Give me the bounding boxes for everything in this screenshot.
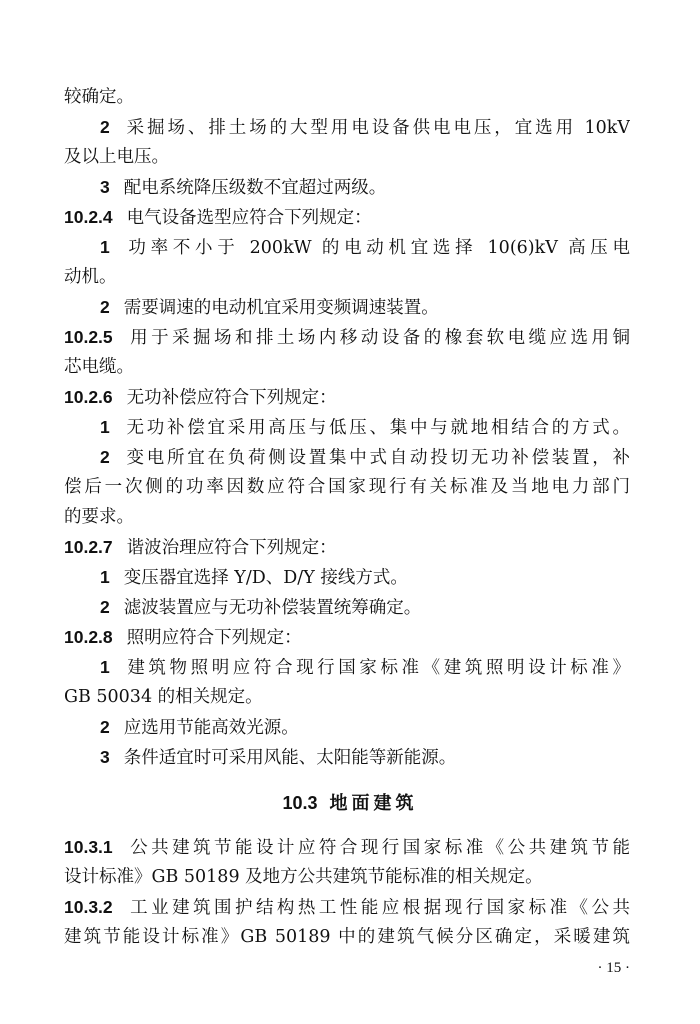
line-text: 变压器宜选择 Y/D、D/Y 接线方式。 <box>123 568 408 588</box>
line-text: 配电系统降压级数不宜超过两级。 <box>123 178 387 198</box>
paragraph-line <box>64 682 630 712</box>
line-text: 用于采掘场和排土场内移动设备的橡套软电缆应选用铜 <box>126 328 630 348</box>
list-item <box>100 742 630 772</box>
paragraph-line <box>64 262 630 292</box>
line-text: 条件适宜时可采用风能、太阳能等新能源。 <box>123 748 457 768</box>
item-number: 3 <box>100 177 110 197</box>
list-item <box>100 172 630 202</box>
clause-heading <box>64 622 630 652</box>
section-number: 10.3 <box>282 793 318 813</box>
line-text: 偿后一次侧的功率因数应符合国家现行有关标准及当地电力部门 <box>64 477 630 497</box>
clause-heading <box>64 832 630 862</box>
clause-number: 10.2.8 <box>64 627 113 647</box>
clause-number: 10.2.4 <box>64 207 113 227</box>
line-text: 设计标准》GB 50189 及地方公共建筑节能标准的相关规定。 <box>64 867 543 887</box>
line-text: 功率不小于 200kW 的电动机宜选择 10(6)kV 高压电 <box>123 238 630 258</box>
line-text: 建筑物照明应符合现行国家标准《建筑照明设计标准》 <box>123 658 630 678</box>
clause-number: 10.2.6 <box>64 387 113 407</box>
list-item <box>100 712 630 742</box>
line-text: 无功补偿应符合下列规定： <box>126 388 337 408</box>
page-number: · 15 · <box>597 960 630 976</box>
item-number: 1 <box>100 567 110 587</box>
clause-number: 10.2.5 <box>64 327 113 347</box>
list-item <box>100 232 630 262</box>
section-title: 地面建筑 <box>329 793 418 814</box>
line-text: 的要求。 <box>64 507 134 527</box>
line-text: 变电所宜在负荷侧设置集中式自动投切无功补偿装置，补 <box>123 448 630 468</box>
line-text: 应选用节能高效光源。 <box>123 718 299 738</box>
list-item <box>100 292 630 322</box>
list-item <box>100 112 630 142</box>
clause-number: 10.3.1 <box>64 837 113 857</box>
paragraph-line <box>64 142 630 172</box>
item-number: 2 <box>100 117 110 137</box>
clause-number: 10.2.7 <box>64 537 113 557</box>
clause-number: 10.3.2 <box>64 897 113 917</box>
clause-heading <box>64 322 630 352</box>
line-text: 芯电缆。 <box>64 357 134 377</box>
item-number: 3 <box>100 747 110 767</box>
list-item <box>100 652 630 682</box>
line-text: 公共建筑节能设计应符合现行国家标准《公共建筑节能 <box>126 838 630 858</box>
line-text: 无功补偿宜采用高压与低压、集中与就地相结合的方式。 <box>123 418 630 438</box>
clause-heading <box>64 202 630 232</box>
paragraph-line <box>64 82 630 112</box>
paragraph-line <box>64 862 630 892</box>
line-text: 及以上电压。 <box>64 147 169 167</box>
item-number: 1 <box>100 237 110 257</box>
paragraph-line <box>64 472 630 502</box>
item-number: 1 <box>100 657 110 677</box>
item-number: 2 <box>100 597 110 617</box>
line-text: 工业建筑围护结构热工性能应根据现行国家标准《公共 <box>126 898 630 918</box>
clause-heading <box>64 532 630 562</box>
item-number: 1 <box>100 417 110 437</box>
line-text: GB 50034 的相关规定。 <box>64 687 263 707</box>
line-text: 电气设备选型应符合下列规定： <box>126 208 372 228</box>
line-text: 动机。 <box>64 267 117 287</box>
clause-heading <box>64 382 630 412</box>
list-item <box>100 562 630 592</box>
paragraph-line <box>64 502 630 532</box>
item-number: 2 <box>100 447 110 467</box>
list-item <box>100 592 630 622</box>
line-text: 谐波治理应符合下列规定： <box>126 538 337 558</box>
item-number: 2 <box>100 297 110 317</box>
item-number: 2 <box>100 717 110 737</box>
section-heading <box>0 788 700 819</box>
line-text: 滤波装置应与无功补偿装置统筹确定。 <box>123 598 422 618</box>
paragraph-line <box>64 352 630 382</box>
line-text: 需要调速的电动机宜采用变频调速装置。 <box>123 298 439 318</box>
line-text: 较确定。 <box>64 87 134 107</box>
line-text: 建筑节能设计标准》GB 50189 中的建筑气候分区确定，采暖建筑 <box>64 927 630 947</box>
line-text: 采掘场、排土场的大型用电设备供电电压，宜选用 10kV <box>123 118 630 138</box>
clause-heading <box>64 892 630 922</box>
list-item <box>100 442 630 472</box>
paragraph-line <box>64 922 630 952</box>
line-text: 照明应符合下列规定： <box>126 628 302 648</box>
list-item <box>100 412 630 442</box>
